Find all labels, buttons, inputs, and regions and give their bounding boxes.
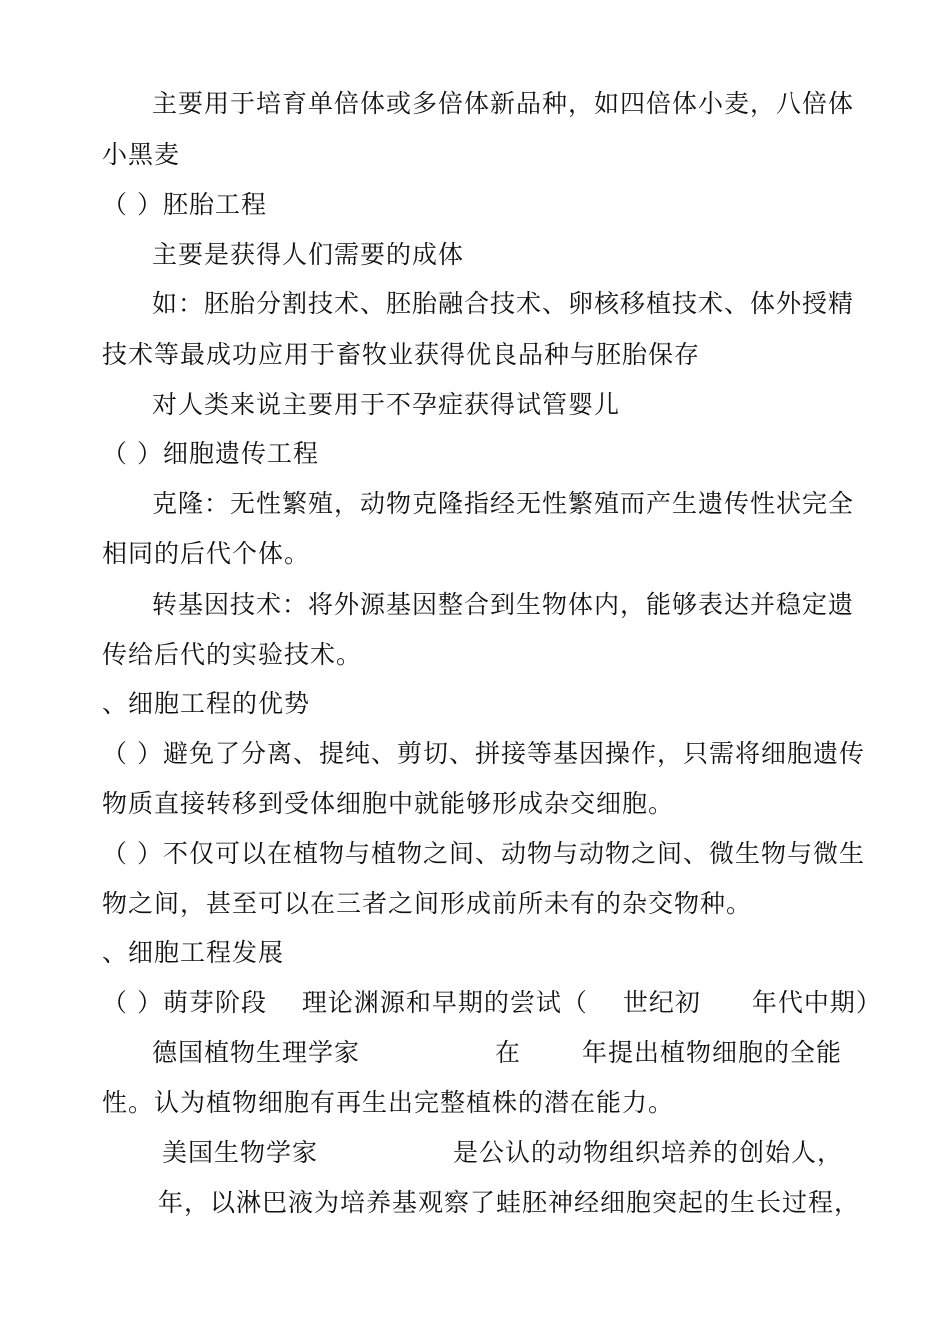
paragraph-line: （ ）不仅可以在植物与植物之间、动物与动物之间、微生物与微生 — [102, 839, 865, 868]
paragraph-line: 转基因技术：将外源基因整合到生物体内，能够表达并稳定遗 — [152, 590, 855, 619]
paragraph-line: 传给后代的实验技术。 — [102, 640, 363, 669]
text-segment: 年提出植物细胞的全能 — [581, 1038, 842, 1067]
paragraph-line: 主要用于培育单倍体或多倍体新品种，如四倍体小麦，八倍体 — [152, 89, 855, 118]
section-heading: 、细胞工程的优势 — [102, 689, 311, 718]
text-segment: 德国植物生理学家 — [152, 1038, 361, 1067]
paragraph-line: 相同的后代个体。 — [102, 539, 311, 568]
section-heading: 、细胞工程发展 — [102, 938, 285, 967]
paragraph-line: 技术等最成功应用于畜牧业获得优良品种与胚胎保存 — [102, 340, 701, 369]
stage-century: 世纪初 — [622, 988, 701, 1017]
paragraph-line: （ ）避免了分离、提纯、剪切、拼接等基因操作，只需将细胞遗传 — [102, 739, 865, 768]
stage-line — [102, 987, 882, 1019]
text-segment: 美国生物学家 — [162, 1138, 319, 1167]
paragraph-line — [152, 1037, 848, 1069]
paragraph-line: 克隆：无性繁殖，动物克隆指经无性繁殖而产生遗传性状完全 — [152, 489, 855, 518]
stage-label: （ ）萌芽阶段 — [102, 988, 267, 1017]
text-segment: 是公认的动物组织培养的创始人， — [452, 1138, 843, 1167]
paragraph-line: 对人类来说主要用于不孕症获得试管婴儿 — [152, 390, 621, 419]
section-heading: （ ）胚胎工程 — [102, 190, 267, 219]
text-segment: 在 — [494, 1038, 521, 1067]
paragraph-line: 主要是获得人们需要的成体 — [152, 240, 465, 269]
paragraph-line: 如：胚胎分割技术、胚胎融合技术、卵核移植技术、体外授精 — [152, 289, 855, 318]
paragraph-line: 物质直接转移到受体细胞中就能够形成杂交细胞。 — [102, 789, 675, 818]
paragraph-line: 年，以淋巴液为培养基观察了蛙胚神经细胞突起的生长过程， — [158, 1188, 861, 1217]
paragraph-line — [162, 1137, 848, 1169]
paragraph-line: 物之间，甚至可以在三者之间形成前所未有的杂交物种。 — [102, 889, 753, 918]
paragraph-line: 性。认为植物细胞有再生出完整植株的潜在能力。 — [102, 1088, 675, 1117]
section-heading: （ ）细胞遗传工程 — [102, 439, 319, 468]
paragraph-line: 小黑麦 — [102, 140, 181, 169]
stage-period: 年代中期） — [751, 988, 882, 1017]
stage-theory: 理论渊源和早期的尝试（ — [301, 988, 588, 1017]
